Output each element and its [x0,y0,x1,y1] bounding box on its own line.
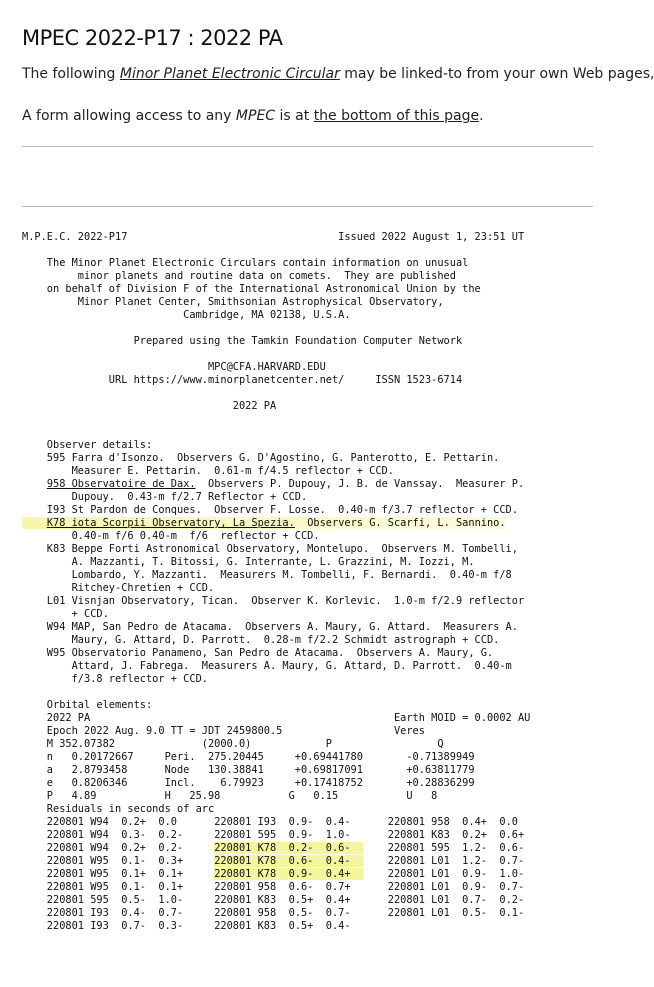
observer-line [22,556,530,569]
observer-text: Measurer E. Pettarin. 0.61-m f/4.5 reflector + CCD. [22,465,394,477]
notice-line: minor planets and routine data on comets. They are published [22,270,456,282]
object-designation: 2022 PA [22,400,277,412]
residual-cell: 220801 I93 0.4- 0.7- [22,907,215,919]
email-line: MPC@CFA.HARVARD.EDU [22,361,326,373]
residual-cell: 220801 W95 0.1- 0.3+ [22,855,215,867]
highlighted-residual: 220801 K78 0.2- 0.6- [214,842,363,854]
residual-cell: 220801 958 0.5- 0.7- [214,907,363,919]
observer-text [22,647,493,659]
observer-text [22,478,47,490]
residuals-heading: Residuals in seconds of arc [22,803,215,815]
residual-cell: 220801 W95 0.1- 0.1+ [22,881,215,893]
observer-line [22,660,530,673]
observer-text: + CCD. [22,608,109,620]
intro-line-1 [22,66,654,82]
observer-line [22,621,530,634]
observer-text [22,478,524,490]
orbit-line: e 0.8206346 Incl. 6.79923 +0.17418752 +0.28836299 [22,777,475,789]
residual-cell: 220801 595 0.9- 1.0- [214,829,363,841]
observer-text [22,608,109,620]
highlighted-residual: 220801 K78 0.6- 0.4- [214,855,363,867]
residual-cell: 220801 958 0.4+ 0.0 [362,816,518,828]
residual-cell: 220801 K83 0.2+ 0.6+ [362,829,525,841]
observer-text: 595 Farra d'Isonzo. Observers G. D'Agostino, G. Panterotto, E. Pettarin. [22,452,500,464]
observer-text: Maury, G. Attard, D. Parrott. 0.28-m f/2.2 Schmidt astrograph + CCD. [22,634,500,646]
observer-text [22,673,208,685]
observer-line [22,673,530,686]
observer-text [22,517,47,529]
observer-line [22,647,530,660]
observer-line [22,595,530,608]
observer-text: L01 Visnjan Observatory, Tican. Observer K. Korlevic. 1.0-m f/2.9 reflector [22,595,525,607]
orbit-line: M 352.07382 (2000.0) P Q [22,738,444,750]
orbit-line: a 2.8793458 Node 130.38841 +0.69817091 +0.63811779 [22,764,475,776]
mpec-term: MPEC [235,108,276,124]
observer-line [22,608,530,621]
observer-line [22,569,530,582]
notice-line: on behalf of Division F of the International Astronomical Union by the [22,283,481,295]
residual-row [22,920,530,933]
prepared-line: Prepared using the Tamkin Foundation Computer Network [22,335,463,347]
mpec-text [22,231,530,933]
residual-cell: 220801 I93 0.7- 0.3- [22,920,215,932]
observer-line [22,465,530,478]
observer-text: W94 MAP, San Pedro de Atacama. Observers A. Maury, G. Attard. Measurers A. [22,621,518,633]
observer-text: Lombardo, Y. Mazzanti. Measurers M. Tombelli, F. Bernardi. 0.40-m f/8 [22,569,512,581]
residual-cell: 220801 K83 0.5+ 0.4+ [214,894,363,906]
observer-line [22,491,530,504]
bottom-of-page-link[interactable]: the bottom of this page [313,108,480,124]
intro-line-2 [22,108,484,124]
residual-row [22,868,530,881]
residual-cell: 220801 W94 0.2+ 0.0 [22,816,215,828]
residual-row [22,894,530,907]
orbital-elements [22,712,530,803]
residual-row [22,842,530,855]
observer-text: Attard, J. Fabrega. Measurers A. Maury, G. Attard, D. Parrott. 0.40-m [22,660,512,672]
residual-cell: 220801 W95 0.1+ 0.1+ [22,868,215,880]
intro-text: may be linked-to from your own Web pages, [339,66,654,82]
observer-text: Dupouy. 0.43-m f/2.7 Reflector + CCD. [22,491,308,503]
observer-line [22,582,530,595]
residual-cell: 220801 595 1.2- 0.6- [362,842,525,854]
observer-text: I93 St Pardon de Conques. Observer F. Losse. 0.40-m f/3.7 reflector + CCD. [22,504,518,516]
residual-cell: 220801 L01 1.2- 0.7- [362,855,525,867]
residual-cell: 220801 595 0.5- 1.0- [22,894,215,906]
residual-cell: 220801 L01 0.7- 0.2- [362,894,525,906]
observer-text: Observers G. Scarfi, L. Sannino. [294,517,506,529]
notice-block [22,257,530,322]
residual-row [22,816,530,829]
residual-row [22,829,530,842]
observer-text [22,569,512,581]
page-title: MPEC 2022-P17 : 2022 PA [22,26,283,50]
observer-line [22,530,530,543]
observer-text [22,634,499,646]
notice-line: Minor Planet Center, Smithsonian Astrophysical Observatory, [22,296,444,308]
circular-id-line: M.P.E.C. 2022-P17 Issued 2022 August 1, 23:51 UT [22,231,525,243]
observer-list [22,452,530,686]
orbital-elements-heading: Orbital elements: [22,699,153,711]
observer-details-heading: Observer details: [22,439,153,451]
observer-text: A. Mazzanti, T. Bitossi, G. Interrante, L. Grazzini, M. Iozzi, M. [22,556,475,568]
observer-text [22,452,499,464]
observer-line [22,452,530,465]
observer-line [22,543,530,556]
intro-text: is at [275,108,314,124]
residual-row [22,907,530,920]
intro-text: A form allowing access to any [22,108,236,124]
residuals-table [22,816,530,933]
highlighted-residual: 220801 K78 0.9- 0.4+ [214,868,363,880]
observer-text [22,556,475,568]
residual-cell: 220801 I93 0.9- 0.4- [214,816,363,828]
residual-cell: 220801 W94 0.2+ 0.2- [22,842,215,854]
observer-text [22,491,307,503]
orbit-line: P 4.89 H 25.98 G 0.15 U 8 [22,790,438,802]
observer-text [22,660,512,672]
orbit-line: n 0.20172667 Peri. 275.20445 +0.69441780 -0.71389949 [22,751,475,763]
observer-text: W95 Observatorio Panameno, San Pedro de Atacama. Observers A. Maury, G. [22,647,494,659]
observer-text: f/3.8 reflector + CCD. [22,673,208,685]
url-line: URL https://www.minorplanetcenter.net/ ISSN 1523-6714 [22,374,463,386]
observer-text [22,465,394,477]
divider-bottom [22,206,593,207]
observer-text [22,582,214,594]
residual-cell: 220801 K83 0.5+ 0.4- [214,920,363,932]
intro-text: The following [22,66,120,82]
residual-row [22,855,530,868]
notice-line: The Minor Planet Electronic Circulars contain information on unusual [22,257,469,269]
observatory-link[interactable]: 958 Observatoire de Dax. [46,478,196,490]
observer-line [22,504,530,517]
divider-top [22,146,593,147]
residual-cell: 220801 L01 0.9- 1.0- [362,868,525,880]
notice-line: Cambridge, MA 02138, U.S.A. [22,309,351,321]
residual-cell: 220801 W94 0.3- 0.2- [22,829,215,841]
orbit-line: Epoch 2022 Aug. 9.0 TT = JDT 2459800.5 Veres [22,725,425,737]
observer-text [22,530,320,542]
observer-line [22,478,530,491]
observer-text [22,504,518,516]
intro-text: . [479,108,484,124]
observer-text: Ritchey-Chretien + CCD. [22,582,215,594]
residual-cell: 220801 958 0.6- 0.7+ [214,881,363,893]
observatory-link[interactable]: K78 iota Scorpii Observatory, La Spezia. [46,517,295,529]
observer-text [22,543,518,555]
residual-row [22,881,530,894]
highlighted-observer [22,517,506,529]
orbit-line: 2022 PA Earth MOID = 0.0002 AU [22,712,531,724]
observer-text [22,595,524,607]
observer-line [22,634,530,647]
residual-cell: 220801 L01 0.5- 0.1- [362,907,525,919]
observer-text: 0.40-m f/6 0.40-m f/6 reflector + CCD. [22,530,320,542]
residual-cell: 220801 L01 0.9- 0.7- [362,881,525,893]
observer-line [22,517,530,530]
mpec-link[interactable]: Minor Planet Electronic Circular [119,66,340,82]
observer-text: Observers P. Dupouy, J. B. de Vanssay. Measurer P. [195,478,525,490]
observer-text: K83 Beppe Forti Astronomical Observatory, Montelupo. Observers M. Tombelli, [22,543,518,555]
observer-text [22,621,518,633]
